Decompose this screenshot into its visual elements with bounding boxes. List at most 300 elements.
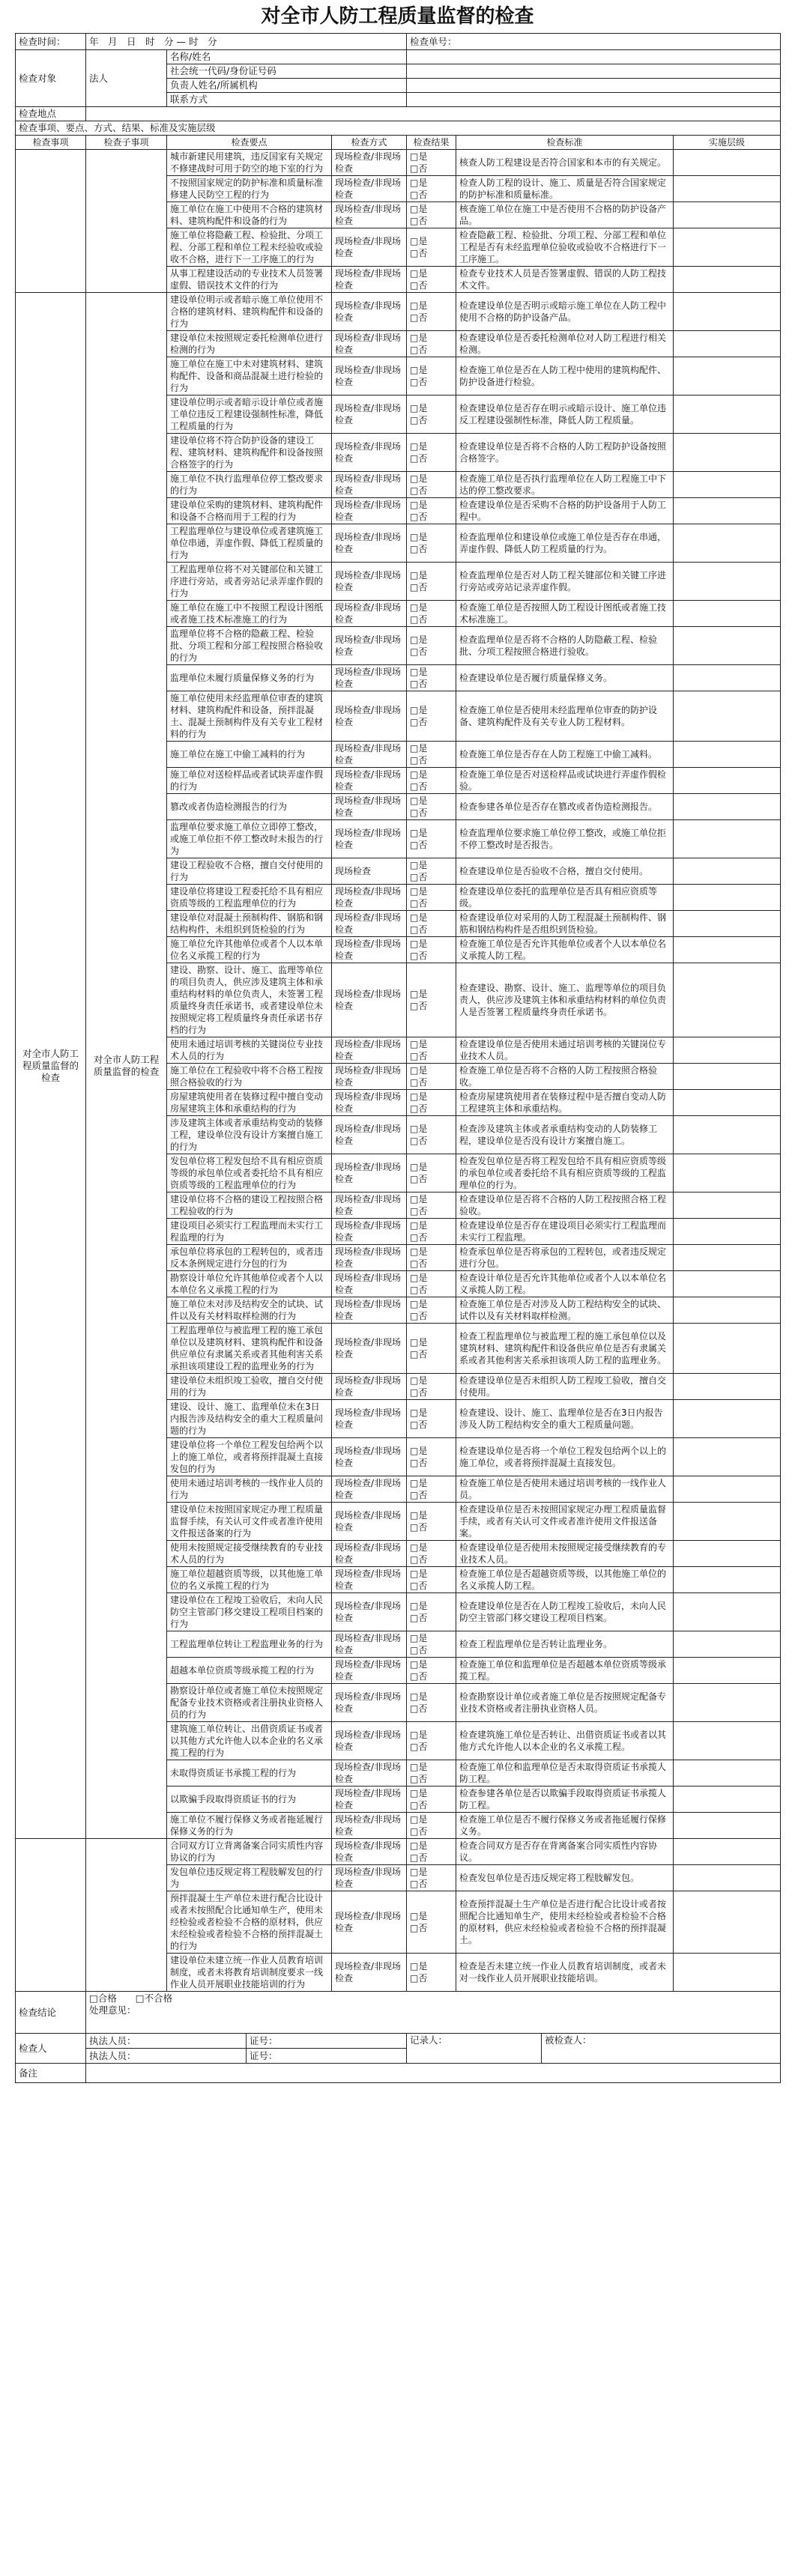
check-result[interactable]: □是 □否 [407,794,456,820]
check-standard: 检查建设单位对采用的人防工程混凝土预制构件、钢筋和钢结构构件是否组织到货检验。 [456,911,674,937]
check-standard: 检查参建各单位是否以欺骗手段取得资质证书承揽人防工程。 [456,1786,674,1813]
check-point: 工程监理单位将不对关键部位和关键工序进行旁站，或者旁站记录弄虚作假的行为 [167,563,332,601]
check-standard: 检查监理单位是否对人防工程关键部位和关键工序进行旁站或旁站记录弄虚作假。 [456,563,674,601]
implementation-level [674,267,781,293]
check-method: 现场检查/非现场检查 [332,1954,407,1992]
implementation-level [674,1438,781,1476]
check-standard: 检查建设单位是否在人防工程竣工验收后，未向人民防空主管部门移交建设工程项目档案。 [456,1593,674,1631]
check-result[interactable]: □是 □否 [407,1722,456,1760]
check-standard: 检查施工单位是否对涉及人防工程结构安全的试块、试件以及有关材料取样检测。 [456,1297,674,1324]
check-result[interactable]: □是 □否 [407,1438,456,1476]
check-result[interactable]: □是 □否 [407,1324,456,1374]
table-row [16,293,781,331]
check-standard: 检查建设、设计、施工、监理单位是否在3日内报告涉及人防工程结构安全的重大工程质量问题。 [456,1400,674,1438]
check-standard: 检查建设单位委托的监理单位是否具有相应资质等级。 [456,885,674,911]
check-method: 现场检查/非现场检查 [332,601,407,627]
check-method: 现场检查/非现场检查 [332,1567,407,1593]
check-point: 施工单位将隐蔽工程、检验批、分项工程、分部工程和单位工程未经验收或验收不合格，进行下一工序施工的行为 [167,228,332,267]
implementation-level [674,1297,781,1324]
implementation-level [674,1064,781,1090]
check-method: 现场检查/非现场检查 [332,1245,407,1271]
check-standard: 检查施工单位和监理单位是否超越本单位资质等级承揽工程。 [456,1658,674,1684]
check-method: 现场检查 [332,858,407,885]
page-title: 对全市人防工程质量监督的检查 [261,5,534,28]
implementation-level [674,1154,781,1192]
check-point: 建设单位将不合格的建设工程按照合格工程验收的行为 [167,1192,332,1219]
implementation-level [674,1760,781,1786]
check-method: 现场检查/非现场检查 [332,472,407,498]
col-header-item: 检查事项 [16,136,86,150]
check-point: 建设、勘察、设计、施工、监理等单位的项目负责人，供应涉及建筑主体和承重结构材料的单位负责人，未签署工程质量终身责任承诺书，或者建设单位未按照规定将工程质量终身责任承诺书存档的行为 [167,963,332,1037]
check-result[interactable]: □是 □否 [407,267,456,293]
check-point: 建筑施工单位转让、出借资质证书或者以其他方式允许他人以本企业的名义承揽工程的行为 [167,1722,332,1760]
sub-item-cell [86,150,167,293]
check-result[interactable]: □是 □否 [407,627,456,665]
check-point: 施工单位未对涉及结构安全的试块、试件以及有关材料取样检测的行为 [167,1297,332,1324]
location-label: 检查地点 [16,107,86,121]
conclusion-value[interactable]: □合格 □不合格 处理意见： [86,1992,781,2034]
check-point: 施工单位对送检样品或者试块弄虚作假的行为 [167,768,332,794]
check-point: 使用未通过培训考核的关键岗位专业技术人员的行为 [167,1037,332,1064]
group2-rows [16,293,781,1839]
check-result[interactable]: □是 □否 [407,1064,456,1090]
check-point: 工程监理单位与建设单位或者建筑施工单位串通，弄虚作假、降低工程质量的行为 [167,524,332,563]
check-method: 现场检查/非现场检查 [332,1813,407,1839]
check-result[interactable]: □是 □否 [407,1813,456,1839]
implementation-level [674,498,781,524]
check-result[interactable]: □是 □否 [407,1374,456,1400]
check-standard: 检查监理单位是否将不合格的人防隐蔽工程、检验批、分项工程按照合格进行验收。 [456,627,674,665]
check-time-value: 年 月 日 时 分 — 时 分 [86,34,407,50]
check-standard: 检查合同双方是否存在背离备案合同实质性内容协议。 [456,1839,674,1865]
check-point: 预拌混凝土生产单位未进行配合比设计或者未按照配合比通知单生产，使用未经检验或者检验不合格的原材料，供应未经检验或者检验不合格的预拌混凝土的行为 [167,1891,332,1954]
check-standard: 检查施工单位是否允许其他单位或者个人以本单位名义承揽人防工程。 [456,937,674,963]
law-enforcer-2[interactable]: 执法人员： [86,2049,247,2064]
field-name: 名称/姓名 [167,50,407,64]
check-method: 现场检查/非现场检查 [332,1192,407,1219]
check-point: 建设单位未组织竣工验收，擅自交付使用的行为 [167,1374,332,1400]
check-point: 使用未按照规定接受继续教育的专业技术人员的行为 [167,1541,332,1567]
check-result[interactable]: □是 □否 [407,563,456,601]
check-method: 现场检查/非现场检查 [332,794,407,820]
check-standard: 检查发包单位是否违反规定将工程肢解发包。 [456,1865,674,1891]
check-result[interactable]: □是 □否 [407,524,456,563]
check-standard: 检查施工单位是否使用未通过培训考核的一线作业人员。 [456,1476,674,1503]
check-result[interactable]: □是 □否 [407,1090,456,1116]
check-standard: 检查施工单位是否按照人防工程设计图纸或者施工技术标准施工。 [456,601,674,627]
check-result[interactable]: □是 □否 [407,768,456,794]
check-standard: 检查设计单位是否允许其他单位或者个人以本单位名义承揽人防工程。 [456,1271,674,1297]
check-point: 从事工程建设活动的专业技术人员签署虚假、错误技术文件的行为 [167,267,332,293]
check-point: 城市新建民用建筑，违反国家有关规定不修建战时可用于防空的地下室的行为 [167,150,332,176]
check-point: 施工单位在施工中使用不合格的建筑材料、建筑构配件和设备的行为 [167,202,332,228]
group3-rows [16,1839,781,1992]
check-method: 现场检查/非现场检查 [332,1297,407,1324]
check-result[interactable]: □是 □否 [407,1786,456,1813]
check-method: 现场检查/非现场检查 [332,1324,407,1374]
check-method: 现场检查/非现场检查 [332,742,407,768]
check-method: 现场检查/非现场检查 [332,434,407,472]
check-result[interactable]: □是 □否 [407,601,456,627]
header-table [15,33,781,136]
check-method: 现场检查/非现场检查 [332,1865,407,1891]
check-result[interactable]: □是 □否 [407,1116,456,1154]
check-standard: 检查发包单位是否将工程发包给不具有相应资质等级的承包单位或者委托给不具有相应资质等级的工程监理单位的行为。 [456,1154,674,1192]
check-table [15,135,781,1992]
check-standard: 检查建筑施工单位是否转让、出借资质证书或者以其他方式允许他人以本企业的名义承揽工程。 [456,1722,674,1760]
check-method: 现场检查/非现场检查 [332,1839,407,1865]
field-person-value[interactable] [407,79,781,93]
implementation-level [674,434,781,472]
check-method: 现场检查/非现场检查 [332,202,407,228]
check-standard: 检查施工单位是否使用未经监理单位审查的防护设备、建筑构配件及有关专业人防工程材料。 [456,691,674,742]
implementation-level [674,524,781,563]
check-point: 建设单位明示或者暗示施工单位使用不合格的建筑材料、建筑构配件和设备的行为 [167,293,332,331]
implementation-level [674,601,781,627]
check-method: 现场检查/非现场检查 [332,267,407,293]
implementation-level [674,768,781,794]
check-standard: 检查承包单位是否将承包的工程转包，或者违反规定进行分包。 [456,1245,674,1271]
col-header-level: 实施层级 [674,136,781,150]
check-result[interactable]: □是 □否 [407,396,456,434]
implementation-level [674,858,781,885]
implementation-level [674,820,781,858]
check-point: 建设单位将不符合防护设备的建设工程、建筑材料、建筑构配件和设备按照合格签字的行为 [167,434,332,472]
check-method: 现场检查/非现场检查 [332,1037,407,1064]
law-enforcer-1[interactable]: 执法人员： [86,2034,247,2049]
check-result[interactable]: □是 □否 [407,228,456,267]
check-point: 未取得资质证书承揽工程的行为 [167,1760,332,1786]
check-method: 现场检查/非现场检查 [332,331,407,357]
implementation-level [674,293,781,331]
check-result[interactable]: □是 □否 [407,665,456,691]
check-result[interactable]: □是 □否 [407,434,456,472]
check-point: 施工单位在施工中未对建筑材料、建筑构配件、设备和商品混凝土进行检验的行为 [167,357,332,396]
sub-item-cell: 对全市人防工程质量监督的检查 [86,293,167,1839]
check-standard: 检查建设单位是否履行质量保修义务。 [456,665,674,691]
implementation-level [674,1271,781,1297]
check-result[interactable]: □是 □否 [407,1865,456,1891]
check-standard: 检查建设单位是否使用未通过培训考核的关键岗位专业技术人员。 [456,1037,674,1064]
check-point: 房屋建筑使用者在装修过程中擅自变动房屋建筑主体和承重结构的行为 [167,1090,332,1116]
item-cell [16,1839,86,1992]
check-result[interactable]: □是 □否 [407,1037,456,1064]
implementation-level [674,1658,781,1684]
check-method: 现场检查/非现场检查 [332,563,407,601]
implementation-level [674,1503,781,1541]
check-result[interactable]: □是 □否 [407,1954,456,1992]
check-standard: 检查建设单位是否将不合格的人防工程防护设备按照合格签字。 [456,434,674,472]
check-point: 施工单位使用未经监理单位审查的建筑材料、建筑构配件和设备，预拌混凝土、混凝土预制构件及有关专业工程材料的行为 [167,691,332,742]
inspector-label: 检查人 [16,2034,86,2064]
check-standard: 检查施工单位是否对送检样品或试块进行弄虚作假检验。 [456,768,674,794]
check-method: 现场检查/非现场检查 [332,1271,407,1297]
check-standard: 检查施工单位是否将不合格的人防工程按照合格验收。 [456,1064,674,1090]
implementation-level [674,627,781,665]
check-standard: 检查建设单位是否采购不合格的防护设备用于人防工程中。 [456,498,674,524]
check-point: 监理单位将不合格的隐蔽工程、检验批、分项工程和分部工程按照合格验收的行为 [167,627,332,665]
check-point: 使用未通过培训考核的一线作业人员的行为 [167,1476,332,1503]
check-method: 现场检查/非现场检查 [332,1219,407,1245]
field-code-value[interactable] [407,64,781,79]
check-result[interactable]: □是 □否 [407,820,456,858]
implementation-level [674,1813,781,1839]
check-result[interactable]: □是 □否 [407,1684,456,1722]
check-point: 建设单位采购的建筑材料、建筑构配件和设备不合格而用于工程的行为 [167,498,332,524]
check-time-label: 检查时间： [16,34,86,50]
implementation-level [674,1865,781,1891]
check-point: 建设单位将一个单位工程发包给两个以上的施工单位，或者将预拌混凝土直接发包的行为 [167,1438,332,1476]
implementation-level [674,331,781,357]
check-result[interactable]: □是 □否 [407,1839,456,1865]
check-result[interactable]: □是 □否 [407,1593,456,1631]
location-value[interactable] [86,107,781,121]
implementation-level [674,1722,781,1760]
check-method: 现场检查/非现场检查 [332,1891,407,1954]
recorder-field[interactable]: 记录人： [407,2034,542,2064]
footer-table [15,1991,781,2083]
group1-rows [16,150,781,293]
check-method: 现场检查/非现场检查 [332,396,407,434]
implementation-level [674,665,781,691]
check-standard: 检查建设单位是否未组织人防工程竣工验收，擅自交付使用。 [456,1374,674,1400]
check-method: 现场检查/非现场检查 [332,1438,407,1476]
check-result[interactable]: □是 □否 [407,1476,456,1503]
check-result[interactable]: □是 □否 [407,885,456,911]
implementation-level [674,1374,781,1400]
implementation-level [674,1037,781,1064]
check-method: 现场检查/非现场检查 [332,176,407,202]
check-standard: 检查建设单位是否明示或暗示施工单位在人防工程中使用不合格的防护设备产品。 [456,293,674,331]
implementation-level [674,1954,781,1992]
check-point: 施工单位在工程验收中将不合格工程按照合格验收的行为 [167,1064,332,1090]
check-result[interactable]: □是 □否 [407,357,456,396]
implementation-level [674,472,781,498]
implementation-level [674,691,781,742]
check-point: 工程监理单位转让工程监理业务的行为 [167,1631,332,1658]
check-result[interactable]: □是 □否 [407,176,456,202]
check-standard: 检查建设单位是否验收不合格，擅自交付使用。 [456,858,674,885]
implementation-level [674,176,781,202]
check-result[interactable]: □是 □否 [407,742,456,768]
implementation-level [674,1400,781,1438]
check-standard: 检查建设、勘察、设计、施工、监理等单位的项目负责人，供应涉及建筑主体和承重结构材料的单位负责人是否签署工程质量终身责任承诺书。 [456,963,674,1037]
check-result[interactable]: □是 □否 [407,1297,456,1324]
implementation-level [674,1593,781,1631]
check-point: 施工单位不履行保修义务或者拖延履行保修义务的行为 [167,1813,332,1839]
check-result[interactable]: □是 □否 [407,472,456,498]
check-method: 现场检查/非现场检查 [332,1064,407,1090]
check-point: 施工单位不执行监理单位停工整改要求的行为 [167,472,332,498]
check-standard: 检查监理单位和建设单位或施工单位是否存在串通，弄虚作假、降低人防工程质量的行为。 [456,524,674,563]
legal-person-label: 法人 [86,50,167,107]
check-standard: 检查施工单位和监理单位是否未取得资质证书承揽人防工程。 [456,1760,674,1786]
check-result[interactable]: □是 □否 [407,1503,456,1541]
check-method: 现场检查/非现场检查 [332,228,407,267]
implementation-level [674,1324,781,1374]
check-result[interactable]: □是 □否 [407,498,456,524]
check-standard: 检查参建各单位是否存在篡改或者伪造检测报告。 [456,794,674,820]
check-result[interactable]: □是 □否 [407,1567,456,1593]
implementation-level [674,563,781,601]
check-method: 现场检查/非现场检查 [332,524,407,563]
table-row [16,150,781,176]
implementation-level [674,1219,781,1245]
check-point: 以欺骗手段取得资质证书的行为 [167,1786,332,1813]
implementation-level [674,963,781,1037]
check-method: 现场检查/非现场检查 [332,911,407,937]
cert-no-1[interactable]: 证号： [247,2034,407,2049]
check-standard: 检查施工单位是否在人防工程中使用的建筑构配件、防护设备进行检验。 [456,357,674,396]
check-point: 工程监理单位与被监理工程的施工承包单位以及建筑材料、建筑构配件和设备供应单位有隶属关系或者其他利害关系承担该项建设工程的监理业务的行为 [167,1324,332,1374]
check-result[interactable]: □是 □否 [407,1760,456,1786]
check-method: 现场检查/非现场检查 [332,1658,407,1684]
check-point: 篡改或者伪造检测报告的行为 [167,794,332,820]
document-page [15,0,780,2083]
check-method: 现场检查/非现场检查 [332,293,407,331]
remark-value[interactable] [86,2064,781,2083]
check-point: 施工单位允许其他单位或者个人以本单位名义承揽工程的行为 [167,937,332,963]
field-name-value[interactable] [407,50,781,64]
check-point: 建设单位将建设工程委托给不具有相应资质等级的工程监理单位的行为 [167,885,332,911]
implementation-level [674,357,781,396]
sub-item-cell [86,1839,167,1992]
object-label: 检查对象 [16,50,86,107]
implementation-level [674,1192,781,1219]
check-method: 现场检查/非现场检查 [332,665,407,691]
field-person: 负责人姓名/所属机构 [167,79,407,93]
check-method: 现场检查/非现场检查 [332,1541,407,1567]
check-method: 现场检查/非现场检查 [332,1374,407,1400]
check-point: 不按照国家规定的防护标准和质量标准修建人民防空工程的行为 [167,176,332,202]
implementation-level [674,794,781,820]
check-method: 现场检查/非现场检查 [332,1684,407,1722]
check-result[interactable]: □是 □否 [407,1192,456,1219]
check-method: 现场检查/非现场检查 [332,627,407,665]
check-method: 现场检查/非现场检查 [332,885,407,911]
implementation-level [674,1245,781,1271]
field-contact-value[interactable] [407,93,781,107]
check-standard: 检查是否未建立统一作业人员教育培训制度，或者未对一线作业人员开展职业技能培训。 [456,1954,674,1992]
check-point: 监理单位未履行质量保修义务的行为 [167,665,332,691]
check-result[interactable]: □是 □否 [407,911,456,937]
check-result[interactable]: □是 □否 [407,691,456,742]
check-point: 监理单位要求施工单位立即停工整改，或施工单位拒不停工整改时未报告的行为 [167,820,332,858]
implementation-level [674,1839,781,1865]
check-standard: 检查建设单位是否将一个单位工程发包给两个以上的施工单位，或者将预拌混凝土直接发包。 [456,1438,674,1476]
col-header-point: 检查要点 [167,136,332,150]
check-result[interactable]: □是 □否 [407,293,456,331]
check-method: 现场检查/非现场检查 [332,820,407,858]
check-method: 现场检查/非现场检查 [332,1722,407,1760]
check-result[interactable]: □是 □否 [407,150,456,176]
item-cell [16,150,86,293]
check-method: 现场检查/非现场检查 [332,691,407,742]
section-caption: 检查事项、要点、方式、结果、标准及实施层级 [16,121,781,136]
check-result[interactable]: □是 □否 [407,1245,456,1271]
check-method: 现场检查/非现场检查 [332,357,407,396]
cert-no-2[interactable]: 证号： [247,2049,407,2064]
check-method: 现场检查/非现场检查 [332,1503,407,1541]
table-row [16,1839,781,1865]
implementation-level [674,1786,781,1813]
check-result[interactable]: □是 □否 [407,1631,456,1658]
check-point: 建设单位未建立统一作业人员教育培训制度，或者未将教育培训制度要求一线作业人员开展职业技能培训的行为 [167,1954,332,1992]
check-point: 施工单位在施工中偷工减料的行为 [167,742,332,768]
check-result[interactable]: □是 □否 [407,1271,456,1297]
check-result[interactable]: □是 □否 [407,202,456,228]
check-point: 勘察设计单位或者施工单位未按照规定配备专业技术资格或者注册执业资格人员的行为 [167,1684,332,1722]
check-point: 施工单位超越资质等级，以其他施工单位的名义承揽工程的行为 [167,1567,332,1593]
check-method: 现场检查/非现场检查 [332,1476,407,1503]
check-method: 现场检查/非现场检查 [332,1400,407,1438]
check-method: 现场检查/非现场检查 [332,963,407,1037]
check-standard: 检查工程监理单位是否转让监理业务。 [456,1631,674,1658]
check-standard: 检查涉及建筑主体或者承重结构变动的人防装修工程，建设单位是否没有设计方案擅自施工。 [456,1116,674,1154]
implementation-level [674,1090,781,1116]
check-standard: 检查建设单位是否委托检测单位对人防工程进行相关检测。 [456,331,674,357]
check-point: 勘察设计单位允许其他单位或者个人以本单位名义承揽工程的行为 [167,1271,332,1297]
check-result[interactable]: □是 □否 [407,1658,456,1684]
implementation-level [674,1541,781,1567]
check-method: 现场检查/非现场检查 [332,498,407,524]
check-standard: 核查人防工程建设是否符合国家和本市的有关规定。 [456,150,674,176]
check-standard: 检查工程监理单位与被监理工程的施工承包单位以及建筑材料、建筑构配件和设备供应单位是否有隶属关系或者其他利害关系承担该项人防工程的监理业务。 [456,1324,674,1374]
check-standard: 检查专业技术人员是否签署虚假、错误的人防工程技术文件。 [456,267,674,293]
check-standard: 检查监理单位要求施工单位停工整改，或施工单位拒不停工整改时是否报告。 [456,820,674,858]
remark-label: 备注 [16,2064,86,2083]
check-point: 发包单位将工程发包给不具有相应资质等级的承包单位或者委托给不具有相应资质等级的工程监理单位的行为 [167,1154,332,1192]
check-method: 现场检查/非现场检查 [332,150,407,176]
check-standard: 检查建设单位是否存在明示或暗示设计、施工单位违反工程建设强制性标准，降低人防工程质量。 [456,396,674,434]
check-result[interactable]: □是 □否 [407,1400,456,1438]
check-method: 现场检查/非现场检查 [332,1090,407,1116]
check-standard: 检查施工单位是否执行监理单位在人防工程施工中下达的停工整改要求。 [456,472,674,498]
check-result[interactable]: □是 □否 [407,937,456,963]
check-point: 建设工程验收不合格，擅自交付使用的行为 [167,858,332,885]
check-result[interactable]: □是 □否 [407,1219,456,1245]
check-result[interactable]: □是 □否 [407,1541,456,1567]
check-result[interactable]: □是 □否 [407,331,456,357]
check-result[interactable]: □是 □否 [407,963,456,1037]
check-method: 现场检查/非现场检查 [332,1116,407,1154]
check-result[interactable]: □是 □否 [407,1891,456,1954]
item-cell: 对全市人防工程质量监督的检查 [16,293,86,1839]
check-standard: 检查勘察设计单位或者施工单位是否按照规定配备专业技术资格或者注册执业资格人员。 [456,1684,674,1722]
implementation-level [674,228,781,267]
field-contact: 联系方式 [167,93,407,107]
implementation-level [674,1684,781,1722]
check-result[interactable]: □是 □否 [407,1154,456,1192]
implementation-level [674,885,781,911]
check-point: 建设、设计、施工、监理单位未在3日内报告涉及结构安全的重大工程质量问题的行为 [167,1400,332,1438]
check-point: 承包单位将承包的工程转包的，或者违反本条例规定进行分包的行为 [167,1245,332,1271]
inspected-field[interactable]: 被检查人： [542,2034,781,2064]
check-method: 现场检查/非现场检查 [332,1631,407,1658]
check-point: 建设单位未按照规定委托检测单位进行检测的行为 [167,331,332,357]
check-standard: 检查施工单位是否不履行保修义务或者拖延履行保修义务。 [456,1813,674,1839]
col-header-method: 检查方式 [332,136,407,150]
implementation-level [674,742,781,768]
check-standard: 检查隐蔽工程、检验批、分项工程、分部工程和单位工程是否有未经监理单位验收或验收不合格进行下一工序施工。 [456,228,674,267]
implementation-level [674,1116,781,1154]
check-method: 现场检查/非现场检查 [332,1760,407,1786]
check-point: 涉及建筑主体或者承重结构变动的装修工程，建设单位没有设计方案擅自施工的行为 [167,1116,332,1154]
check-method: 现场检查/非现场检查 [332,768,407,794]
check-standard: 检查建设单位是否将不合格的人防工程按照合格工程验收。 [456,1192,674,1219]
check-result[interactable]: □是 □否 [407,858,456,885]
check-point: 建设单位明示或者暗示设计单位或者施工单位违反工程建设强制性标准，降低工程质量的行为 [167,396,332,434]
